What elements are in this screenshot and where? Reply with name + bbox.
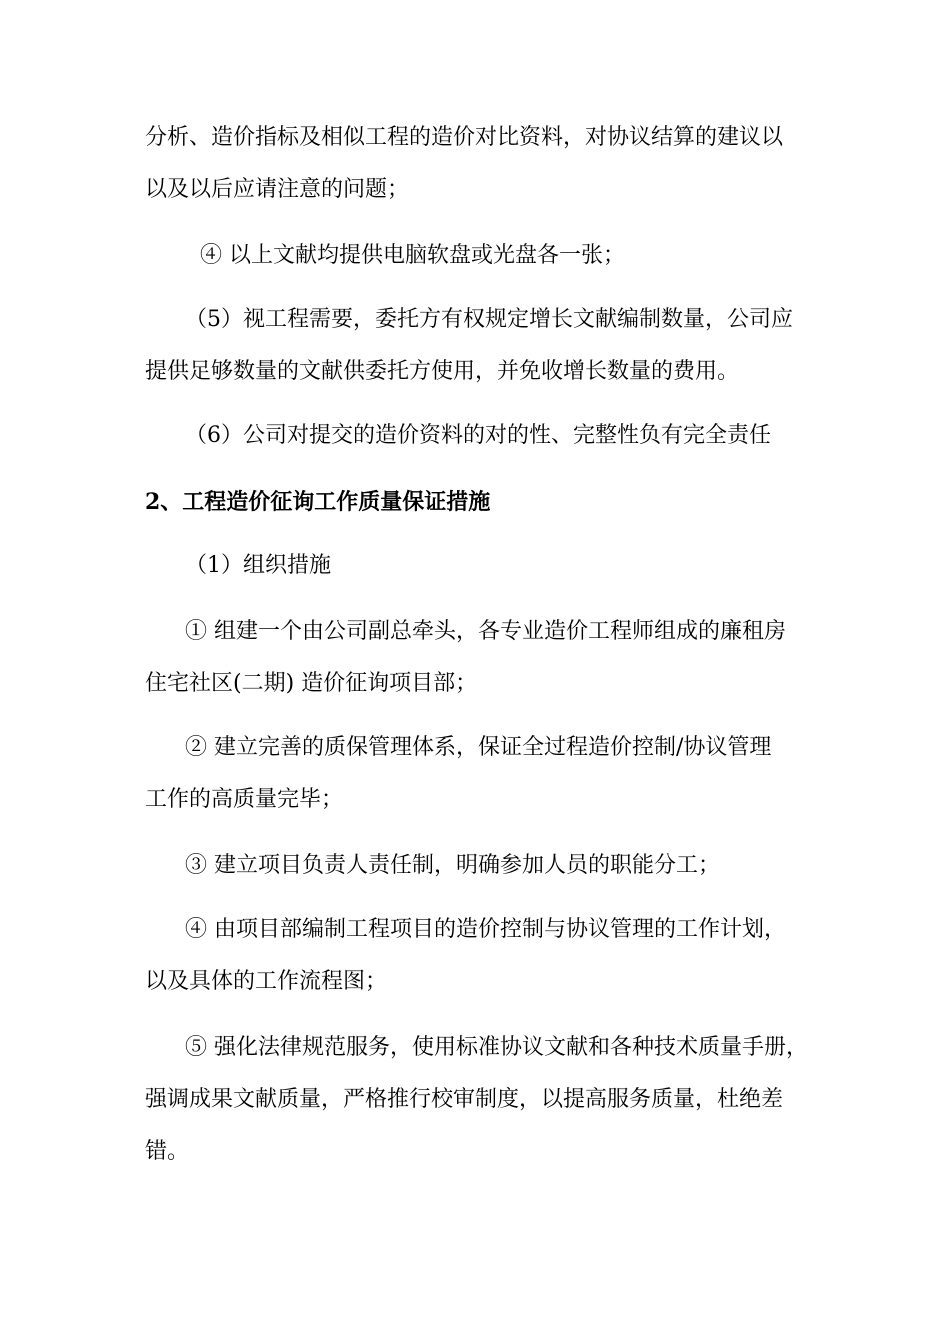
list-item-5b: ⑤ 强化法律规范服务，使用标准协议文献和各种技术质量手册， <box>185 1035 808 1060</box>
paragraph-line: 强调成果文献质量，严格推行校审制度，以提高服务质量，杜绝差 <box>145 1087 784 1112</box>
paragraph-line: 提供足够数量的文献供委托方使用，并免收增长数量的费用。 <box>145 359 740 384</box>
list-item-6: （6）公司对提交的造价资料的对的性、完整性负有完全责任 <box>185 423 771 448</box>
subsection-heading: （1）组织措施 <box>185 553 331 578</box>
section-heading: 2、工程造价征询工作质量保证措施 <box>145 489 491 515</box>
list-item-4: ④ 以上文献均提供电脑软盘或光盘各一张； <box>200 243 625 268</box>
paragraph-line: 分析、造价指标及相似工程的造价对比资料，对协议结算的建议以 <box>145 125 784 150</box>
list-item-4b: ④ 由项目部编制工程项目的造价控制与协议管理的工作计划， <box>185 917 786 942</box>
paragraph-line: 住宅社区(二期) 造价征询项目部； <box>145 671 478 696</box>
list-item-5: （5）视工程需要，委托方有权规定增长文献编制数量，公司应 <box>185 307 793 332</box>
list-item-3: ③ 建立项目负责人责任制，明确参加人员的职能分工； <box>185 853 720 878</box>
paragraph-line: 以及具体的工作流程图； <box>145 969 388 994</box>
paragraph-line: 工作的高质量完毕； <box>145 787 344 812</box>
paragraph-line: 错。 <box>145 1139 190 1164</box>
list-item-1: ① 组建一个由公司副总牵头，各专业造价工程师组成的廉租房 <box>185 619 786 644</box>
paragraph-line: 以及以后应请注意的问题； <box>145 177 410 202</box>
list-item-2: ② 建立完善的质保管理体系，保证全过程造价控制/协议管理 <box>185 735 772 760</box>
